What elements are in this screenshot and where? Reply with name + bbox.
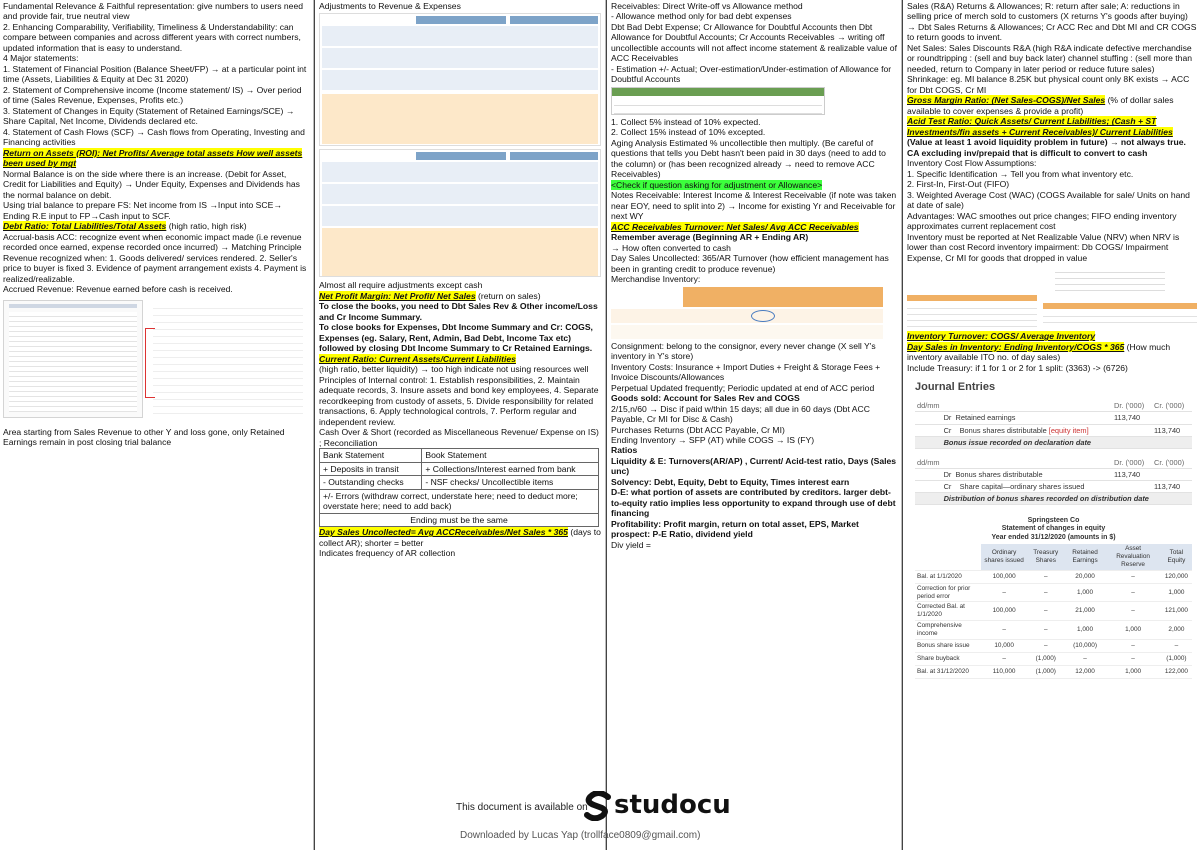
- column-3: [608, 0, 902, 850]
- equity-cell: 21,000: [1065, 602, 1106, 621]
- accrual-basis-note: Accrual-basis ACC: recognize event when economic impact made (i.e revenue recorded once earned, expense recorded once incurred) → Matching Principle Revenue recognized when: 1. Goods delivered/ services rendered. 2. Seller's price to buyer is fixed 3. Evidence of payment arrangement exists 4. Payment is realized/realizable.: [3, 231, 307, 284]
- day-sales-inventory-formula: Day Sales in Inventory: Ending Inventory/COGS * 365 (How much inventory available ITO no. of day sales): [907, 341, 1171, 363]
- statement-comprehensive-income: 2. Statement of Comprehensive income (Income statement/ IS) → Over period of time (Sales Revenue, Expenses, Profits etc.): [3, 84, 302, 106]
- equity-cell: 1,000: [1065, 620, 1106, 639]
- unearned-accrued-revenue-table: [319, 13, 601, 146]
- inventory-turnover-formula: Inventory Turnover: COGS/ Average Inventory: [907, 331, 1096, 342]
- equity-cell: 12,000: [1065, 665, 1106, 678]
- downloaded-by-text: Downloaded by Lucas Yap (trollface0809@gmail.com): [460, 830, 701, 841]
- column-1: [0, 0, 314, 850]
- debt-equity-note: D-E: what portion of assets are contributed by creditors. larger debt-to-equity ratio implies less opportunity to expand through use of debt financing: [611, 487, 896, 519]
- allowance-estimation-table: [611, 87, 825, 115]
- equity-header-cell: [915, 544, 981, 570]
- inventory-error-tables: [907, 267, 1197, 329]
- nrv-note: Inventory must be reported at Net Realizable Value (NRV) when NRV is lower than cost Record inventory impairment: Db COGS/ Impairment Expense, Cr MI for goods that dropped in value: [907, 231, 1180, 263]
- bad-debt-entries: Dbt Bad Debt Expense; Cr Allowance for Doubtful Accounts then Dbt Allowance for Doubtful Accounts; Cr Accounts Receivables → writing off uncollectible accounts will not affect income statement & realizable value of ACC Receivables: [611, 21, 897, 64]
- specific-identification: 1. Specific Identification → Tell you from what inventory etc.: [907, 168, 1134, 179]
- equity-cell: –: [1105, 602, 1160, 621]
- journal-entry-1: dd/mm Dr. ('000) Cr. ('000) Dr Retained earnings 113,740 Cr Bonus shares distributable [equity item] 113,740 Bonus issue recorded on declaration date: [915, 400, 1192, 448]
- equity-cell: –: [1027, 639, 1065, 652]
- statement-financial-position: 1. Statement of Financial Position (Balance Sheet/FP) → at a particular point int time (Assets, Liabilities & Equity at Dec 31 2020): [3, 63, 307, 85]
- statement-changes-equity: 3. Statement of Changes in Equity (Statement of Retained Earnings/SCE) → Share Capital, Net Income, Dividends declared etc.: [3, 105, 295, 127]
- dividend-yield-label: Div yield =: [611, 539, 651, 550]
- equity-cell: 121,000: [1161, 602, 1192, 621]
- equity-header-cell: Treasury Shares: [1027, 544, 1065, 570]
- consignment-note: Consignment: belong to the consignor, every never change (X sell Y's inventory in Y's store): [611, 340, 876, 362]
- closing-expense-note: To close books for Expenses, Dbt Income Summary and Cr: COGS, Expenses (eg. Salary, Rent, Admin, Bad Debt, Income Tax etc) followed by closing Dbt Income Summary to Cr Retained Earnings.: [319, 322, 593, 354]
- deposits-in-transit: + Deposits in transit: [320, 462, 422, 475]
- column-separator: [606, 0, 607, 850]
- ar-turnover-formula: ACC Receivables Turnover: Net Sales/ Avg ACC Receivables: [611, 221, 859, 232]
- inventory-costs-note: Inventory Costs: Insurance + Import Duties + Freight & Storage Fees + Invoice Discounts/Allowances: [611, 361, 881, 383]
- liquidity-ratios: Liquidity & E: Turnovers(AR/AP) , Current/ Acid-test ratio, Days (Sales unc): [611, 455, 897, 477]
- equity-cell: –: [981, 583, 1026, 602]
- adjustments-heading: Adjustments to Revenue & Expenses: [319, 1, 461, 11]
- adjustments-note: Almost all require adjustments except cash: [319, 280, 483, 291]
- equity-row: [915, 583, 1192, 602]
- qualitative-characteristics: Fundamental Relevance & Faithful representation: give numbers to users need and provide fair, true neutral view: [3, 1, 303, 22]
- equity-table: [915, 544, 1192, 678]
- collect-5-percent: 1. Collect 5% instead of 10% expected.: [611, 116, 761, 127]
- cash-over-short-note: Cash Over & Short (recorded as Miscellaneous Revenue/ Expense on IS) ; Reconciliation: [319, 427, 599, 448]
- studocu-logo: [584, 790, 731, 822]
- current-ratio-formula: Current Ratio: Current Assets/Current Liabilities: [319, 353, 516, 364]
- post-closing-note: Earnings remain in post closing trial balance: [3, 437, 172, 448]
- column-4: [904, 0, 1200, 850]
- equity-cell: 110,000: [981, 665, 1026, 678]
- equity-header-cell: Retained Earnings: [1065, 544, 1106, 570]
- equity-cell: –: [1105, 570, 1160, 583]
- bank-statement-header: Bank Statement: [320, 449, 422, 462]
- equity-cell: Comprehensive income: [915, 620, 981, 639]
- equity-header-cell: Total Equity: [1161, 544, 1192, 570]
- ar-frequency-note: Indicates frequency of AR collection: [319, 548, 456, 559]
- wac-method: 3. Weighted Average Cost (WAC) (COGS Available for sale/ Units on hand at date of sale): [907, 189, 1190, 211]
- equity-header-cell: Ordinary shares issued: [981, 544, 1026, 570]
- profitability-ratios: Profitability: Profit margin, return on total asset, EPS, Market prospect: P-E Ratio, dividend yield: [611, 518, 859, 540]
- advantages-note: Advantages: WAC smoothes out price changes; FIFO ending inventory approximates current replacement cost: [907, 210, 1177, 232]
- studocu-s-icon: [584, 791, 612, 821]
- journal-entries-title: Journal Entries: [915, 381, 996, 394]
- equity-cell: 120,000: [1161, 570, 1192, 583]
- equity-cell: Bal. at 31/12/2020: [915, 665, 981, 678]
- treasury-split-note: Include Treasury: if 1 for 1 or 2 for 1 split: (3363) -> (6726): [907, 362, 1128, 373]
- equity-cell: Correction for prior period error: [915, 583, 981, 602]
- ratios-heading: Ratios: [611, 445, 638, 456]
- equity-cell: 100,000: [981, 570, 1026, 583]
- goods-sold-note: Goods sold: Account for Sales Rev and COGS: [611, 393, 800, 404]
- discount-terms-note: 2/15,n/60 → Disc if paid w/thin 15 days; all due in 60 days (Dbt ACC Payable, Cr MI for Disc & Cash): [611, 403, 870, 425]
- sales-returns-note: Sales (R&A) Returns & Allowances; R: return after sale; A: reductions in selling price of merch sold to customers (X returns Y's goods after buying) → Dbt Sales Returns & Allowances; Cr ACC Rec and Dbt MI and CR COGS to return goods to invent.: [907, 1, 1197, 43]
- equity-row: [915, 665, 1192, 678]
- available-on-text: This document is available on: [456, 802, 588, 813]
- closing-entries-diagram: [3, 298, 307, 423]
- equity-cell: (1,000): [1027, 652, 1065, 665]
- statement-company: Springsteen Co: [1027, 516, 1080, 524]
- equity-cell: Corrected Bal. at 1/1/2020: [915, 602, 981, 621]
- statement-period: Year ended 31/12/2020 (amounts in $): [991, 533, 1116, 541]
- journal-entry-2: dd/mm Dr. ('000) Cr. ('000) Dr Bonus shares distributable 113,740 Cr Share capital—ordinary shares issued 113,740 Distribution of bonus shares recorded on distribution date: [915, 457, 1192, 505]
- ending-inventory-note: Ending Inventory → SFP (AT) while COGS → IS (FY): [611, 434, 815, 445]
- allowance-method-note: - Allowance method only for bad debt expenses: [611, 11, 792, 22]
- acid-test-formula: Acid Test Ratio: Quick Assets/ Current Liabilities; (Cash + ST Investments/fin assets + Current Receivables)/ Current Liabilities (Value at least 1 avoid liquidity problem in future) → not always true. CA excluding inv/prepaid that is difficult to convert to cash: [907, 116, 1186, 158]
- column-separator: [314, 0, 315, 850]
- equity-cell: Bal. at 1/1/2020: [915, 570, 981, 583]
- equity-cell: –: [1161, 639, 1192, 652]
- solvency-ratios: Solvency: Debt, Equity, Debt to Equity, Times interest earn: [611, 476, 850, 487]
- perpetual-periodic-note: Perpetual Updated frequently; Periodic updated at end of ACC period: [611, 382, 875, 393]
- equity-cell: –: [1027, 583, 1065, 602]
- collect-15-percent: 2. Collect 15% instead of 10% excepted.: [611, 127, 766, 138]
- equity-cell: 20,000: [1065, 570, 1106, 583]
- column-separator: [902, 0, 903, 850]
- errors-row: +/- Errors (withdraw correct, understate here; need to deduct more; overstate here; need to add back): [320, 489, 599, 513]
- enhancing-characteristics: 2. Enhancing Comparability, Verifiability, Timeliness & Understandability: can compare between companies and across different years with correct numbers, updated information that is easy to understand.: [3, 21, 301, 53]
- debt-ratio-formula: Debt Ratio: Total Liabilities/Total Assets (high ratio, high risk): [3, 221, 247, 232]
- nsf-checks: - NSF checks/ Uncollectible items: [422, 476, 599, 489]
- equity-cell: –: [1027, 602, 1065, 621]
- roa-formula: Return on Assets (ROI): Net Profits/ Average total assets How well assets been used by mgt: [3, 147, 303, 169]
- statement-cash-flows: 4. Statement of Cash Flows (SCF) → Cash flows from Operating, Investing and Financing activities: [3, 126, 305, 148]
- equity-cell: –: [1105, 583, 1160, 602]
- equity-row: [915, 652, 1192, 665]
- closing-area-note: Area starting from Sales Revenue to other Y and loss gone, only Retained: [3, 426, 285, 437]
- ending-balance-row: Ending must be the same: [320, 513, 599, 526]
- cost-flow-heading: Inventory Cost Flow Assumptions:: [907, 158, 1037, 169]
- day-sales-uncollected-note: Day Sales Uncollected: 365/AR Turnover (how efficient management has been in granting credit to produce revenue): [611, 253, 889, 274]
- notes-receivable-note: Notes Receivable: Interest Income & Interest Receivable (if note was taken near EOY, need to split into 2) → Income for existing Yr and Receivable for next WY: [611, 190, 897, 222]
- outstanding-checks: - Outstanding checks: [320, 476, 422, 489]
- statement-title: Statement of changes in equity: [1001, 525, 1106, 533]
- journal-entries: [907, 381, 1192, 505]
- internal-control-principles: Principles of Internal control: 1. Establish responsibilities, 2. Maintain adequate records, 3. Insure assets and bond key employees, 4. Separate recordkeeping from custody of assets, 5. Divide responsibility for related transactions, 6. Apply technological controls, 7. Perform regular and independent review.: [319, 374, 599, 427]
- average-ar-note: Remember average (Beginning AR + Ending AR): [611, 232, 809, 243]
- equity-cell: –: [981, 652, 1026, 665]
- book-statement-header: Book Statement: [422, 449, 599, 462]
- accrued-revenue-note: Accrued Revenue: Revenue earned before cash is received.: [3, 284, 233, 295]
- equity-header-row: [915, 544, 1192, 570]
- net-profit-margin-formula: Net Profit Margin: Net Profit/ Net Sales (return on sales): [319, 290, 541, 301]
- shrinkage-note: Shrinkage: eg. MI balance 8.25K but physical count only 8K exists → ACC for Dbt COGS, Cr MI: [907, 74, 1190, 95]
- studocu-brand: studocu: [614, 790, 731, 820]
- normal-balance-note: Normal Balance is on the side where there is an increase. (Debit for Asset, Credit for Liabilities and Equity) → Under Equity, Expenses and Dividends has the normal balance on debit.: [3, 168, 300, 200]
- equity-header-cell: Asset Revaluation Reserve: [1105, 544, 1160, 570]
- aging-analysis-note: Aging Analysis Estimated % uncollectible then multiply. (Be careful of questions that tells you Debt hasn't been paid in 30 days (need to add to the column) or (has been recognized already → need to remove ACC Receivables): [611, 137, 886, 180]
- equity-cell: (1,000): [1161, 652, 1192, 665]
- bank-reconciliation-table: [319, 448, 599, 527]
- equity-cell: 1,000: [1065, 583, 1106, 602]
- collections-interest: + Collections/Interest earned from bank: [422, 462, 599, 475]
- equity-cell: Bonus share issue: [915, 639, 981, 652]
- trial-balance-note: Using trial balance to prepare FS: Net income from IS →Input into SCE→ Ending R.E input to FP→Cash input to SCF.: [3, 200, 282, 221]
- day-sales-uncollected-formula: Day Sales Uncollected= Avg ACCReceivables/Net Sales * 365 (days to collect AR); shorter = better: [319, 527, 601, 548]
- equity-cell: –: [1105, 652, 1160, 665]
- equity-cell: (10,000): [1065, 639, 1106, 652]
- equity-cell: 1,000: [1105, 665, 1160, 678]
- column-2: [316, 0, 606, 850]
- receivables-heading: Receivables: Direct Write-off vs Allowance method: [611, 1, 803, 11]
- equity-row: [915, 620, 1192, 639]
- merchandise-inventory-heading: Merchandise Inventory:: [611, 274, 701, 285]
- equity-cell: (1,000): [1027, 665, 1065, 678]
- purchase-returns-note: Purchases Returns (Dbt ACC Payable, Cr MI): [611, 424, 785, 435]
- equity-cell: –: [981, 620, 1026, 639]
- equity-row: [915, 639, 1192, 652]
- equity-cell: 1,000: [1161, 583, 1192, 602]
- equity-cell: –: [1105, 639, 1160, 652]
- equity-cell: Share buyback: [915, 652, 981, 665]
- equity-cell: –: [1027, 570, 1065, 583]
- current-ratio-note: (high ratio, better liquidity) → too high indicate not using resources well: [319, 364, 589, 375]
- adjustment-check-note: <Check if question asking for adjustment or Allowance>: [611, 179, 823, 190]
- equity-cell: –: [1027, 620, 1065, 639]
- equity-cell: 2,000: [1161, 620, 1192, 639]
- fob-shipping-destination-table: [611, 287, 883, 339]
- closing-revenue-note: To close the books, you need to Dbt Sales Rev & Other income/Loss and Cr Income Summary.: [319, 301, 598, 322]
- major-statements-heading: 4 Major statements:: [3, 53, 79, 64]
- converted-cash-note: → How often converted to cash: [611, 242, 731, 253]
- equity-row: [915, 570, 1192, 583]
- estimation-note: - Estimation +/- Actual; Over-estimation/Under-estimation of Allowance for Doubtful Accounts: [611, 63, 892, 85]
- equity-cell: –: [1065, 652, 1106, 665]
- statement-changes-equity: [907, 517, 1192, 679]
- gross-margin-formula: Gross Margin Ratio: (Net Sales-COGS)/Net Sales (% of dollar sales available to cover expenses & provide a profit): [907, 95, 1174, 116]
- equity-cell: 1,000: [1105, 620, 1160, 639]
- equity-cell: 122,000: [1161, 665, 1192, 678]
- equity-cell: 10,000: [981, 639, 1026, 652]
- fifo-method: 2. First-In, First-Out (FIFO): [907, 179, 1010, 190]
- prepaid-accrued-expenses-table: [319, 149, 601, 277]
- equity-row: [915, 602, 1192, 621]
- net-sales-note: Net Sales: Sales Discounts R&A (high R&A indicate defective merchandise or roundtripping : (sell and buy back later) channel stuffing : (sell more than needed, return to Company in later period or reduce future sales): [907, 42, 1193, 74]
- equity-cell: 100,000: [981, 602, 1026, 621]
